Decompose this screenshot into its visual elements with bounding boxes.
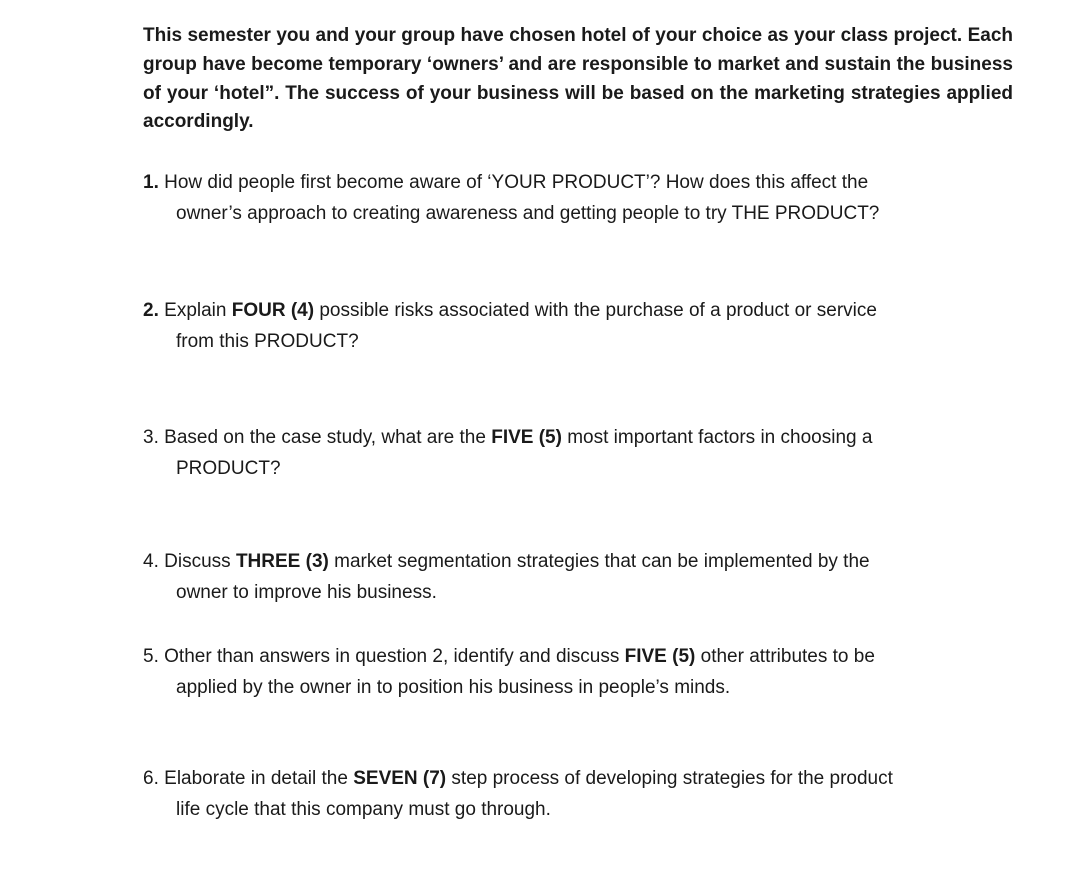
question-number: 4.: [143, 551, 159, 572]
question-number: 2.: [143, 300, 159, 321]
question-text: How did people first become aware of ‘YOUR PRODUCT’? How does this affect the: [164, 172, 869, 193]
question-text-continued: owner to improve his business.: [176, 582, 437, 603]
question-emphasis: THREE (3): [235, 551, 329, 572]
question-text: possible risks associated with the purchase of a product or service: [314, 300, 877, 321]
intro-line: the business of your ‘hotel”. The success of your business will be based on the marketing: [143, 53, 1013, 104]
question-1: [143, 167, 933, 229]
question-4: [143, 546, 933, 608]
question-text: step process of developing strategies for the product: [446, 768, 893, 789]
question-2: [143, 295, 933, 357]
question-text: Elaborate in detail the: [164, 768, 354, 789]
question-text-continued: life cycle that this company must go through.: [176, 799, 551, 820]
question-number: 5.: [143, 646, 159, 667]
question-text: Other than answers in question 2, identify and discuss: [164, 646, 625, 667]
question-text: Discuss: [164, 551, 236, 572]
question-text-continued: from this PRODUCT?: [176, 331, 359, 352]
question-emphasis: FIVE (5): [624, 646, 696, 667]
question-text: most important factors in choosing a: [561, 427, 873, 448]
question-text: Based on the case study, what are the: [164, 427, 492, 448]
question-emphasis: FOUR (4): [231, 300, 315, 321]
question-number: 6.: [143, 768, 159, 789]
question-text: other attributes to be: [695, 646, 875, 667]
question-3: [143, 422, 933, 484]
question-text: Explain: [164, 300, 232, 321]
question-emphasis: FIVE (5): [491, 427, 562, 448]
intro-line: strategies applied accordingly.: [143, 82, 1014, 133]
question-number: 1.: [143, 172, 159, 193]
question-text: market segmentation strategies that can be implemented by the: [328, 551, 870, 572]
intro-paragraph: [143, 22, 1013, 137]
question-text-continued: owner’s approach to creating awareness and getting people to try THE PRODUCT?: [176, 203, 880, 224]
question-number: 3.: [143, 427, 159, 448]
question-text-continued: PRODUCT?: [176, 458, 281, 479]
intro-line: Each group have become temporary ‘owners’ and are responsible to market and sustain: [143, 25, 1013, 75]
question-text-continued: applied by the owner in to position his business in people’s minds.: [176, 677, 731, 698]
question-6: [143, 763, 933, 825]
question-5: [143, 641, 933, 703]
question-emphasis: SEVEN (7): [353, 768, 447, 789]
intro-line: This semester you and your group have chosen hotel of your choice as your class project.: [143, 25, 963, 46]
